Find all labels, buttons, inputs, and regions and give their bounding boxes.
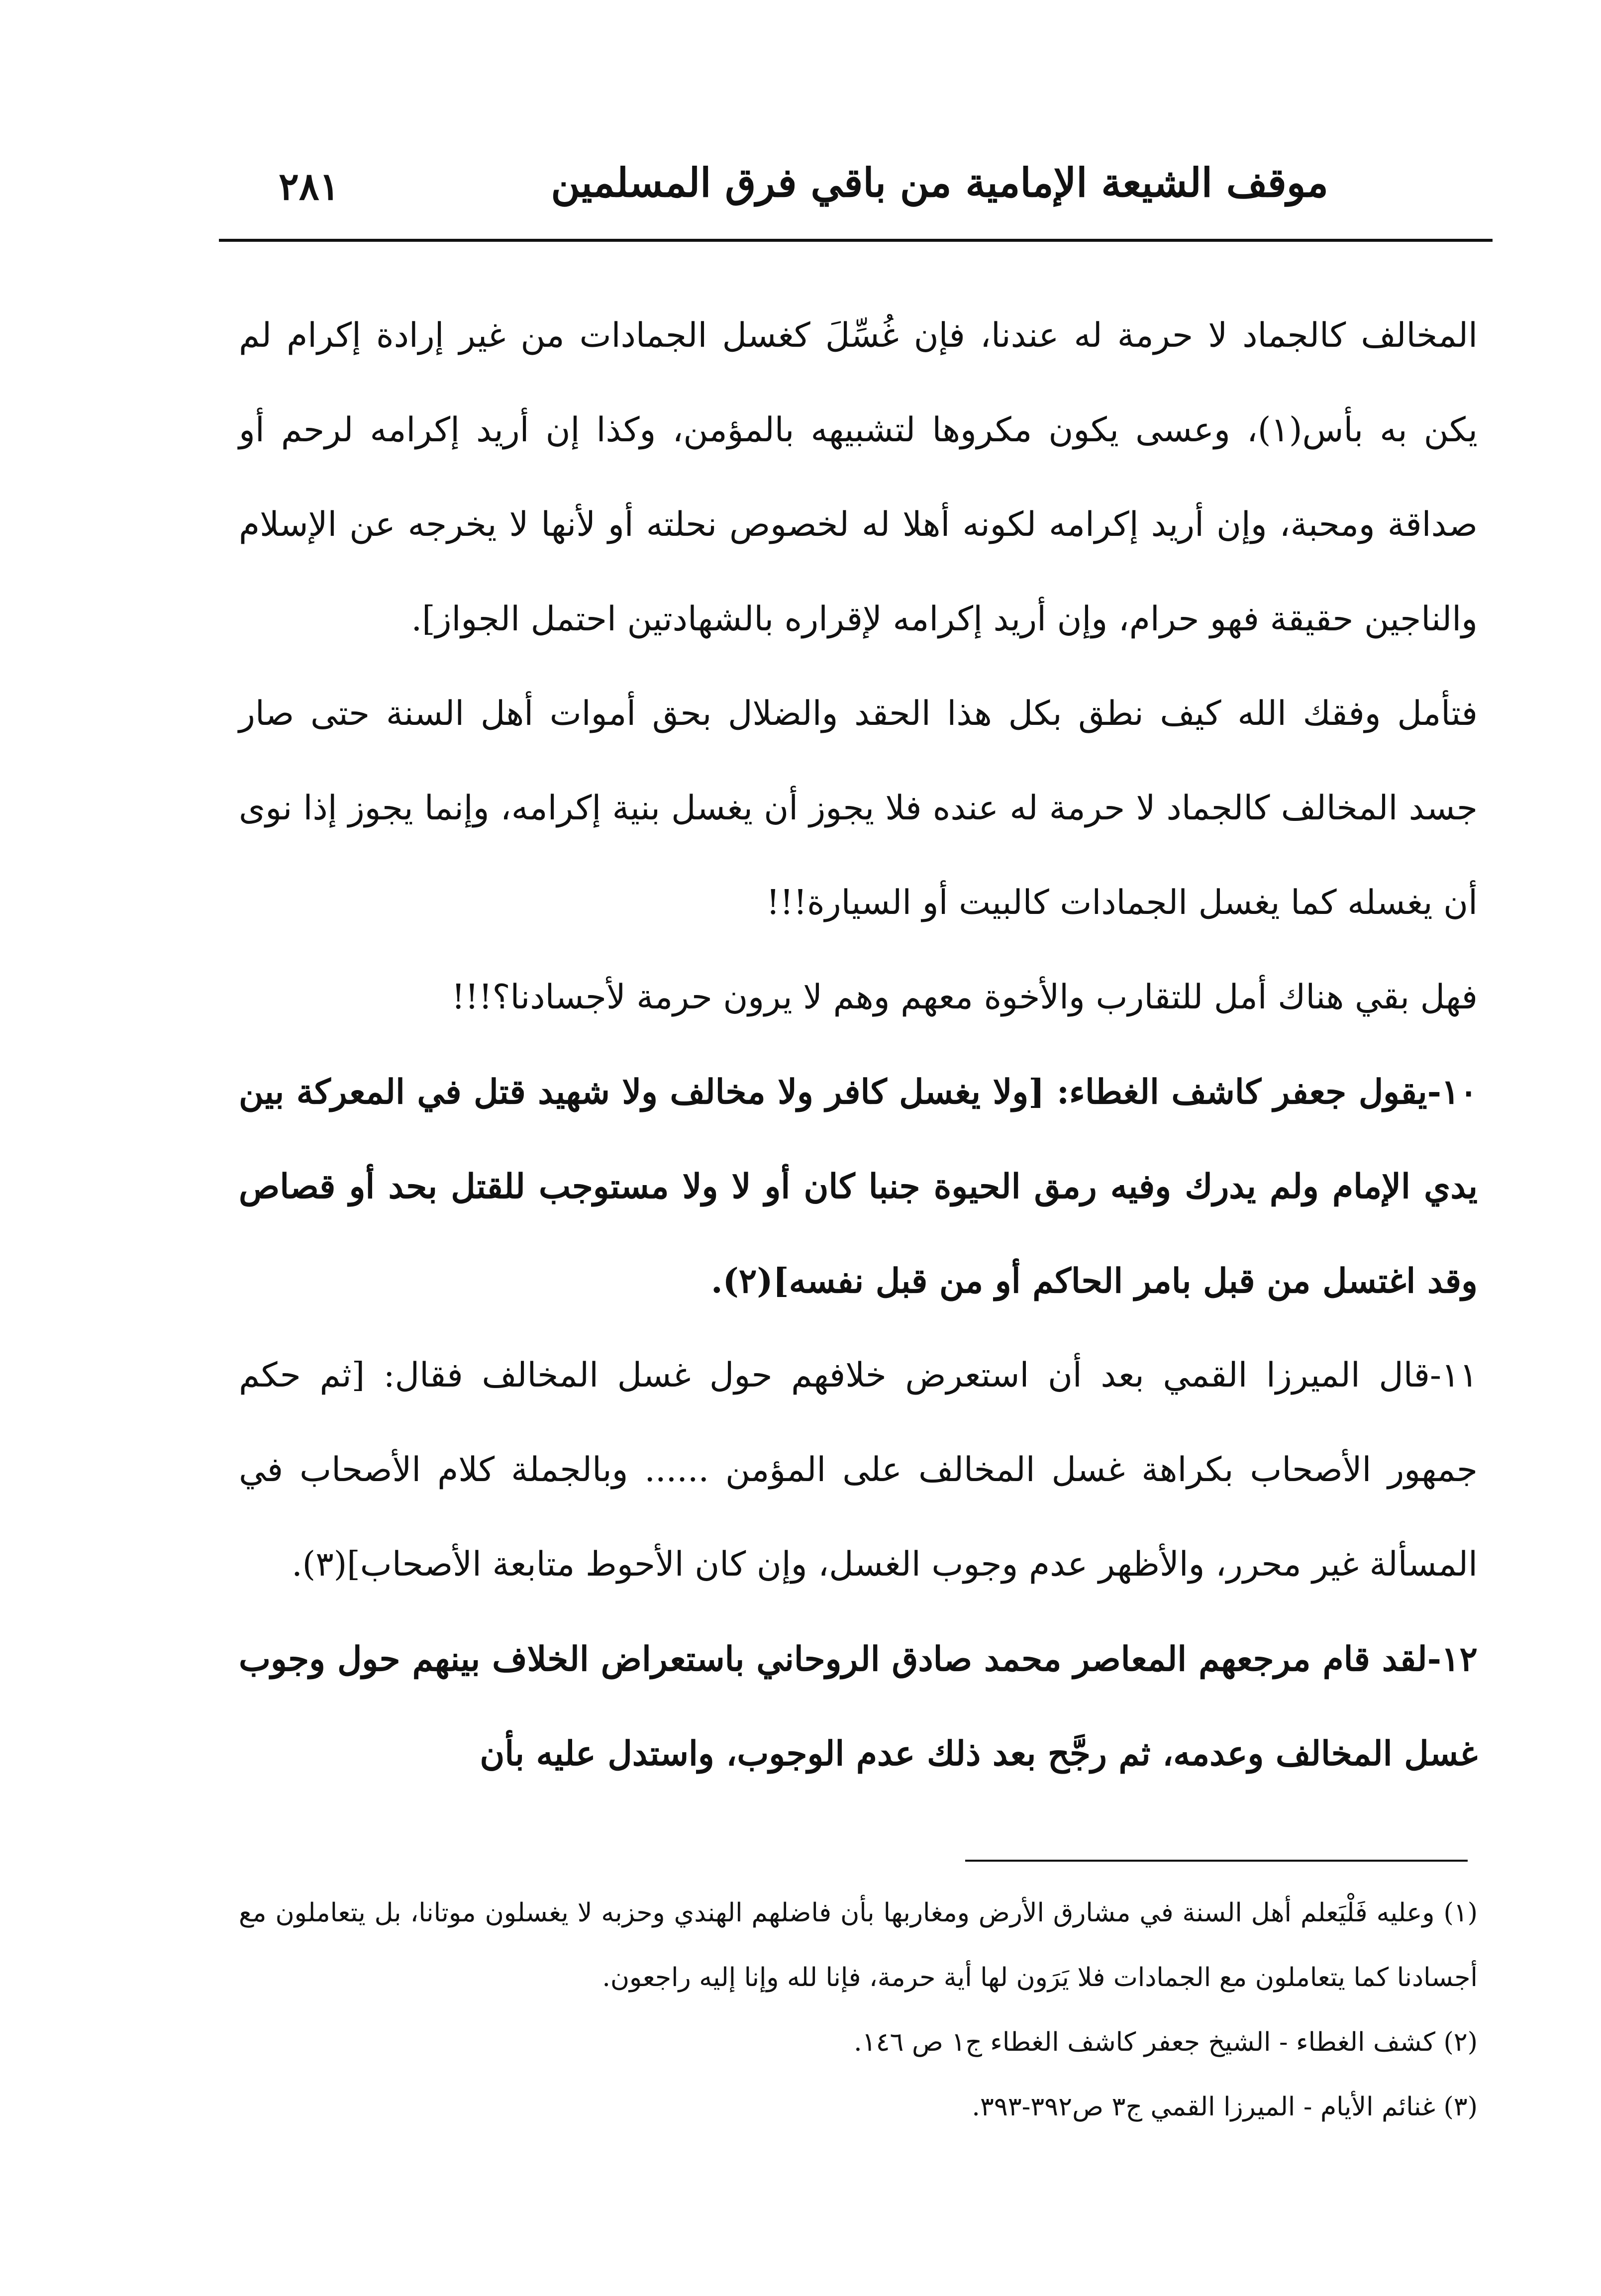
paragraph-commentary: فتأمل وفقك الله كيف نطق بكل هذا الحقد والضلال بحق أموات أهل السنة حتى صار جسد المخالف كالجماد لا حرمة له عنده فلا يجوز أن يغسل بنية إكرامه، وإنما يجوز إذا نوى أن يغسله كما يغسل الجمادات كالبيت أو السيارة!!! — [239, 694, 1478, 922]
list-item-10: ١٠-يقول جعفر كاشف الغطاء: [ولا يغسل كافر ولا مخالف ولا شهيد قتل في المعركة بين يدي الإمام ولم يدرك وفيه رمق الحيوة جنبا كان أو لا ولا مستوجب للقتل بحد أو قصاص وقد اغتسل من قبل بامر الحاكم أو من قبل نفسه](٢). — [239, 1072, 1478, 1301]
running-title: موقف الشيعة الإمامية من باقي فرق المسلمين — [551, 159, 1328, 206]
footnotes — [239, 1881, 1478, 2139]
paragraph-quote-continuation: المخالف كالجماد لا حرمة له عندنا، فإن غُسِّلَ كغسل الجمادات من غير إرادة إكرام لم يكن به بأس(١)، وعسى يكون مكروها لتشبيهه بالمؤمن، وكذا إن أريد إكرامه لرحم أو صداقة ومحبة، وإن أريد إكرامه لكونه أهلا له لخصوص نحلته أو لأنها لا يخرجه عن الإسلام والناجين حقيقة فهو حرام، وإن أريد إكرامه لإقراره بالشهادتين احتمل الجواز]. — [239, 316, 1478, 639]
list-item-12: ١٢-لقد قام مرجعهم المعاصر محمد صادق الروحاني باستعراض الخلاف بينهم حول وجوب غسل المخالف وعدمه، ثم رجَّح بعد ذلك عدم الوجوب، واستدل عليه بأن — [239, 1639, 1478, 1774]
footnote-rule — [965, 1860, 1468, 1862]
paragraph-question: فهل بقي هناك أمل للتقارب والأخوة معهم وهم لا يرون حرمة لأجسادنا؟!!! — [451, 978, 1478, 1017]
page-header — [219, 159, 1493, 214]
header-rule — [219, 239, 1493, 242]
page-number: ٢٨١ — [279, 164, 340, 208]
footnote-2: (٢) كشف الغطاء - الشيخ جعفر كاشف الغطاء ج١ ص ١٤٦. — [854, 2027, 1478, 2057]
footnote-1: (١) وعليه فَلْيَعلم أهل السنة في مشارق الأرض ومغاربها بأن فاضلهم الهندي وحزبه لا يغسلون موتانا، بل يتعاملون مع أجسادنا كما يتعاملون مع الجمادات فلا يَرَون لها أية حرمة، فإنا لله وإنا إليه راجعون. — [239, 1898, 1478, 1993]
list-item-11: ١١-قال الميرزا القمي بعد أن استعرض خلافهم حول غسل المخالف فقال: [ثم حكم جمهور الأصحاب بكراهة غسل المخالف على المؤمن ...... وبالجملة كلام الأصحاب في المسألة غير محرر، والأظهر عدم وجوب الغسل، وإن كان الأحوط متابعة الأصحاب](٣). — [239, 1356, 1478, 1584]
body-text — [239, 289, 1478, 1801]
footnote-3: (٣) غنائم الأيام - الميرزا القمي ج٣ ص٣٩٢-٣٩٣. — [972, 2092, 1478, 2122]
